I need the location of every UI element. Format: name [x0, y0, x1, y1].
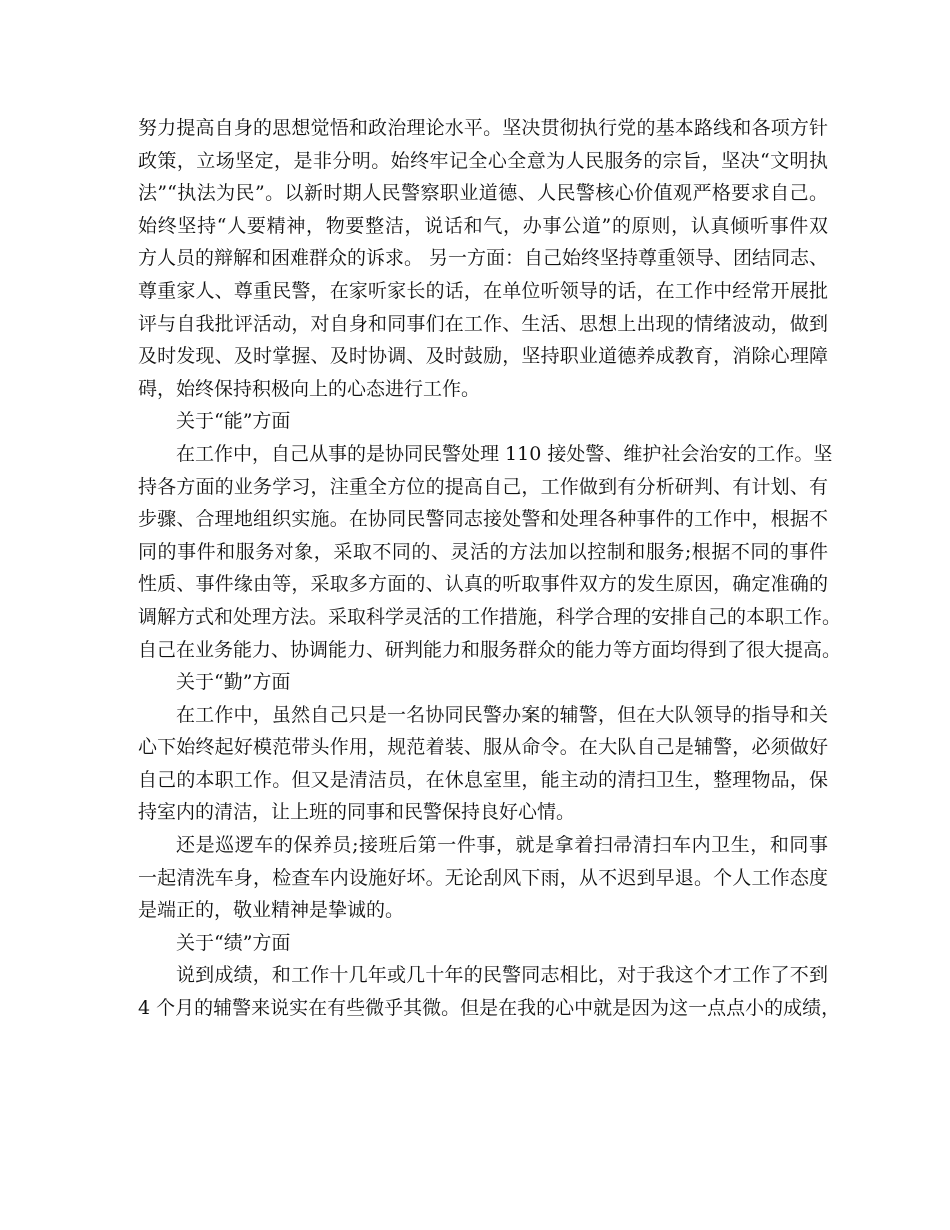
- text-line: 持各方面的业务学习，注重全方位的提高自己，工作做到有分析研判、有计划、有: [138, 475, 828, 498]
- text-line: 同的事件和服务对象，采取不同的、灵活的方法加以控制和服务;根据不同的事件: [138, 540, 828, 563]
- section-heading: [138, 666, 828, 699]
- section-heading-text: 关于“绩”方面: [176, 931, 291, 954]
- text-line: 政策，立场坚定，是非分明。始终牢记全心全意为人民服务的宗旨，坚决“文明执: [138, 149, 828, 172]
- text-line: 步骤、合理地组织实施。在协同民警同志接处警和处理各种事件的工作中，根据不: [138, 508, 828, 531]
- text-line: 调解方式和处理方法。采取科学灵活的工作措施，科学合理的安排自己的本职工作。: [138, 605, 842, 628]
- paragraph: [138, 112, 828, 405]
- paragraph: [138, 829, 828, 927]
- text-line: 还是巡逻车的保养员;接班后第一件事，就是拿着扫帚清扫车内卫生，和同事: [176, 834, 828, 857]
- text-line: 持室内的清洁，让上班的同事和民警保持良好心情。: [138, 801, 576, 824]
- text-line: 努力提高自身的思想觉悟和政治理论水平。坚决贯彻执行党的基本路线和各项方针: [138, 117, 828, 139]
- document-body: [138, 112, 842, 1025]
- text-line: 尊重家人、尊重民警，在家听家长的话，在单位听领导的话，在工作中经常开展批: [138, 279, 828, 302]
- text-line: 方人员的辩解和困难群众的诉求。 另一方面：自己始终坚持尊重领导、团结同志、: [138, 247, 829, 270]
- text-line: 4 个月的辅警来说实在有些微乎其微。但是在我的心中就是因为这一点点小的成绩，: [138, 997, 841, 1020]
- text-line: 性质、事件缘由等，采取多方面的、认真的听取事件双方的发生原因，确定准确的: [138, 573, 828, 596]
- text-line: 自己在业务能力、协调能力、研判能力和服务群众的能力等方面均得到了很大提高。: [138, 638, 842, 661]
- text-line: 在工作中，自己从事的是协同民警处理 110 接处警、维护社会治安的工作。坚: [176, 442, 833, 465]
- text-line: 自己的本职工作。但又是清洁员，在休息室里，能主动的清扫卫生，整理物品，保: [138, 768, 828, 791]
- text-line: 及时发现、及时掌握、及时协调、及时鼓励，坚持职业道德养成教育，消除心理障: [138, 345, 828, 368]
- text-line: 心下始终起好模范带头作用，规范着装、服从命令。在大队自己是辅警，必须做好: [138, 736, 828, 759]
- text-line: 一起清洗车身，检查车内设施好坏。无论刮风下雨，从不迟到早退。个人工作态度: [138, 866, 828, 889]
- section-heading-text: 关于“能”方面: [176, 410, 291, 433]
- paragraph: [138, 699, 828, 829]
- text-line: 在工作中，虽然自己只是一名协同民警办案的辅警，但在大队领导的指导和关: [176, 703, 828, 726]
- section-heading-text: 关于“勤”方面: [176, 671, 291, 694]
- paragraph: [138, 959, 841, 1024]
- text-line: 说到成绩，和工作十几年或几十年的民警同志相比，对于我这个才工作了不到: [176, 964, 828, 987]
- section-heading: [138, 927, 828, 960]
- text-line: 始终坚持“人要精神，物要整洁，说话和气，办事公道”的原则，认真倾听事件双: [138, 214, 828, 237]
- paragraph: [138, 438, 842, 666]
- section-heading: [138, 405, 828, 438]
- text-line: 是端正的，敬业精神是挚诚的。: [138, 899, 405, 922]
- text-line: 碍，始终保持积极向上的心态进行工作。: [138, 377, 481, 400]
- text-line: 法”“执法为民”。以新时期人民警察职业道德、人民警核心价值观严格要求自己。: [138, 182, 828, 205]
- text-line: 评与自我批评活动，对自身和同事们在工作、生活、思想上出现的情绪波动，做到: [138, 312, 828, 335]
